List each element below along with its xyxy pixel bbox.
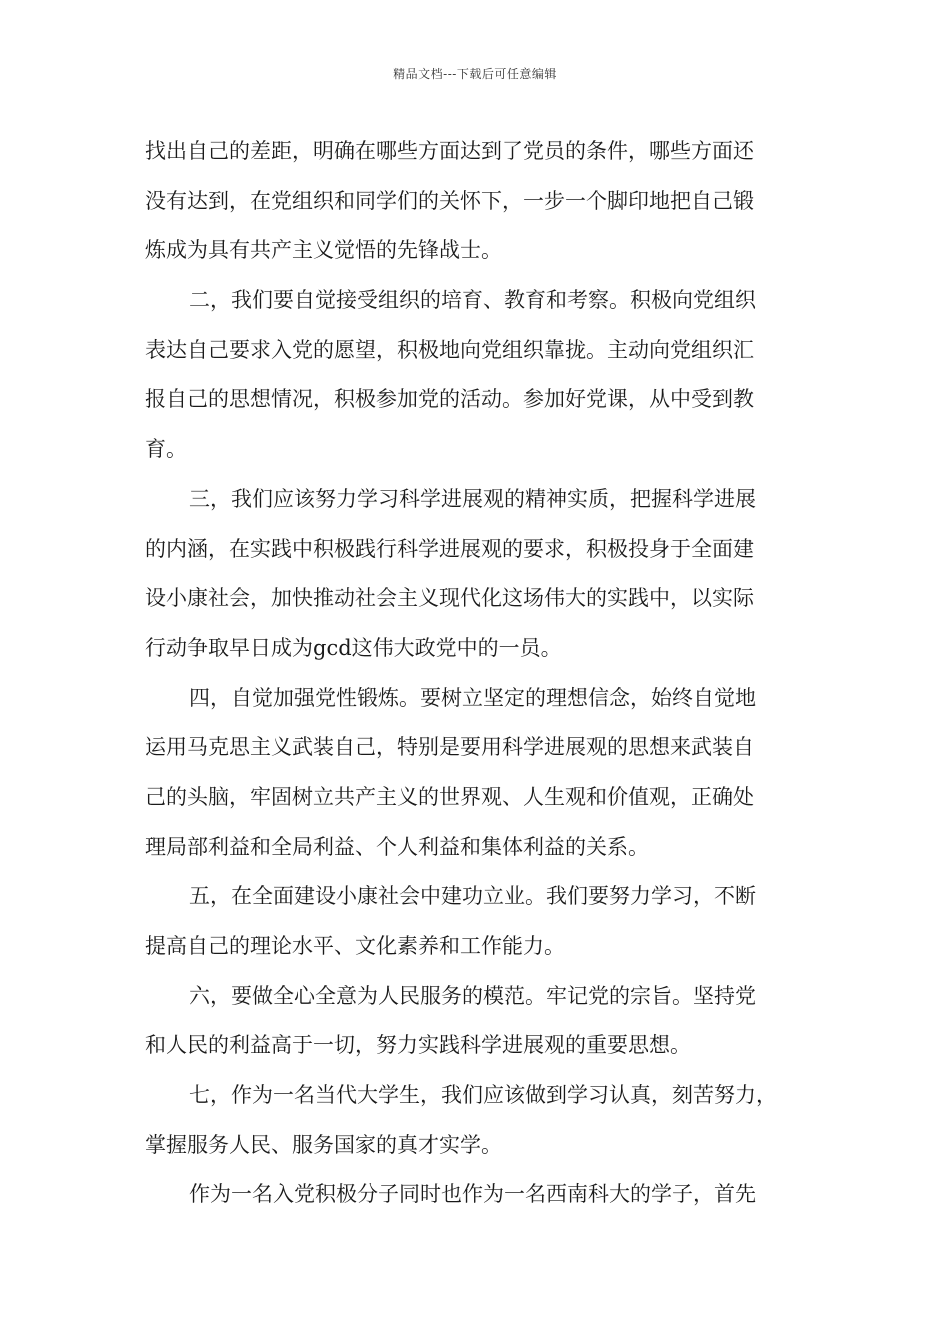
- text-line: 的内涵，在实践中积极践行科学进展观的要求，积极投身于全面建: [145, 536, 754, 561]
- text-line: 和人民的利益高于一切，努力实践科学进展观的重要思想。: [145, 1033, 691, 1058]
- text-line: 报自己的思想情况，积极参加党的活动。参加好党课，从中受到教: [145, 387, 754, 412]
- text-line: 三，我们应该努力学习科学进展观的精神实质，把握科学进展: [189, 486, 756, 511]
- text-line: 作为一名入党积极分子同时也作为一名西南科大的学子，首先: [189, 1182, 756, 1207]
- text-line: 提高自己的理论水平、文化素养和工作能力。: [145, 934, 565, 958]
- text-line: 行动争取早日成为gcd这伟大政党中的一员。: [145, 635, 562, 660]
- text-line: 找出自己的差距，明确在哪些方面达到了党员的条件，哪些方面还: [145, 139, 754, 163]
- text-line: 设小康社会，加快推动社会主义现代化这场伟大的实践中，以实际: [145, 586, 754, 611]
- text-line: 表达自己要求入党的愿望，积极地向党组织靠拢。主动向党组织汇: [145, 337, 754, 362]
- text-line: 六，要做全心全意为人民服务的模范。牢记党的宗旨。坚持党: [189, 983, 756, 1008]
- text-line: 掌握服务人民、服务国家的真才实学。: [145, 1132, 502, 1157]
- text-line: 二，我们要自觉接受组织的培育、教育和考察。积极向党组织: [189, 288, 756, 313]
- text-line: 育。: [145, 437, 187, 462]
- text-line: 理局部利益和全局利益、个人利益和集体利益的关系。: [145, 834, 649, 859]
- page-header: 精品文档---下载后可任意编辑: [393, 67, 557, 81]
- text-line: 己的头脑，牢固树立共产主义的世界观、人生观和价值观，正确处: [145, 784, 754, 809]
- text-line: 炼成为具有共产主义觉悟的先锋战士。: [145, 238, 502, 263]
- text-line: 四，自觉加强党性锻炼。要树立坚定的理想信念，始终自觉地: [189, 685, 756, 710]
- text-line: 运用马克思主义武装自己，特别是要用科学进展观的思想来武装自: [145, 735, 754, 760]
- text-line: 五，在全面建设小康社会中建功立业。我们要努力学习，不断: [189, 884, 756, 909]
- document-body: [145, 127, 805, 1220]
- text-line: 七，作为一名当代大学生，我们应该做到学习认真，刻苦努力，: [189, 1083, 777, 1108]
- text-line: 没有达到，在党组织和同学们的关怀下，一步一个脚印地把自己锻: [145, 188, 754, 213]
